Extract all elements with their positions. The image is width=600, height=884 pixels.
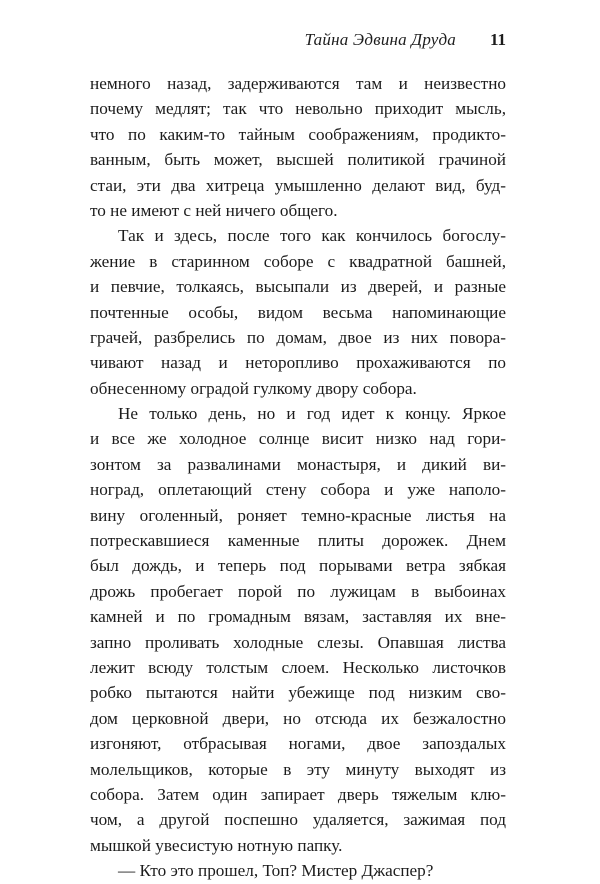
text-line: — Кто это прошел, Топ? Мистер Джаспер? (118, 861, 434, 881)
text-line: грачей, разбрелись по домам, двое из них повора- (90, 327, 506, 347)
text-line: Не только день, но и год идет к концу. Яркое (118, 404, 506, 424)
text-line: стаи, эти два хитреца умышленно делают вид, буд- (90, 175, 506, 195)
text-line: собора. Затем один запирает дверь тяжелым клю- (90, 784, 506, 804)
text-line: потрескавшиеся каменные плиты дорожек. Днем (90, 531, 506, 551)
text-line: и все же холодное солнце висит низко над гори- (90, 429, 506, 449)
text-line: жение в старинном соборе с квадратной башней, (90, 251, 506, 271)
text-line: почему медлят; так что невольно приходит мысль, (90, 99, 506, 119)
text-line: изгоняют, отбрасывая ногами, двое запоздалых (90, 734, 506, 754)
text-line: дрожь пробегает порой по лужицам в выбоинах (90, 581, 506, 601)
text-line: был дождь, и теперь под порывами ветра зябкая (90, 556, 506, 576)
text-line: ванным, быть может, высшей политикой грачиной (90, 150, 506, 170)
text-line: робко пытаются найти убежище под низким сво- (90, 683, 506, 703)
text-line: вину оголенный, роняет темно-красные листья на (90, 505, 506, 525)
text-line: чом, а другой поспешно удаляется, зажимая под (90, 810, 506, 830)
text-line: то не имеют с ней ничего общего. (90, 200, 338, 220)
text-line: ноград, оплетающий стену собора и уже наполо- (90, 480, 506, 500)
text-line: почтенные особы, видом весьма напоминающие (90, 302, 506, 322)
text-line: что по каким-то тайным соображениям, продикто- (90, 124, 506, 144)
text-line: дом церковной двери, но отсюда их безжалостно (90, 708, 506, 728)
text-line: чивают назад и неторопливо прохаживаются по (90, 353, 506, 373)
text-line: зонтом за развалинами монастыря, и дикий ви- (90, 454, 506, 474)
text-line: Так и здесь, после того как кончилось богослу- (118, 226, 506, 246)
running-title: Тайна Эдвина Друда (304, 30, 456, 49)
text-line: обнесенному оградой гулкому двору собора. (90, 378, 417, 398)
text-line: и певчие, толкаясь, высыпали из дверей, и разные (90, 277, 506, 297)
text-line: запно проливать холодные слезы. Опавшая листва (90, 632, 506, 652)
page-number: 11 (489, 30, 506, 49)
page-header (90, 30, 506, 56)
body-text (90, 71, 506, 884)
text-line: камней и по громадным вязам, заставляя их вне- (90, 607, 506, 627)
text-line: мышкой увесистую нотную папку. (90, 835, 343, 855)
text-line: немного назад, задерживаются там и неизвестно (90, 74, 506, 93)
text-line: молельщиков, которые в эту минуту выходят из (90, 759, 506, 779)
text-line: лежит всюду толстым слоем. Несколько листочков (90, 657, 506, 677)
